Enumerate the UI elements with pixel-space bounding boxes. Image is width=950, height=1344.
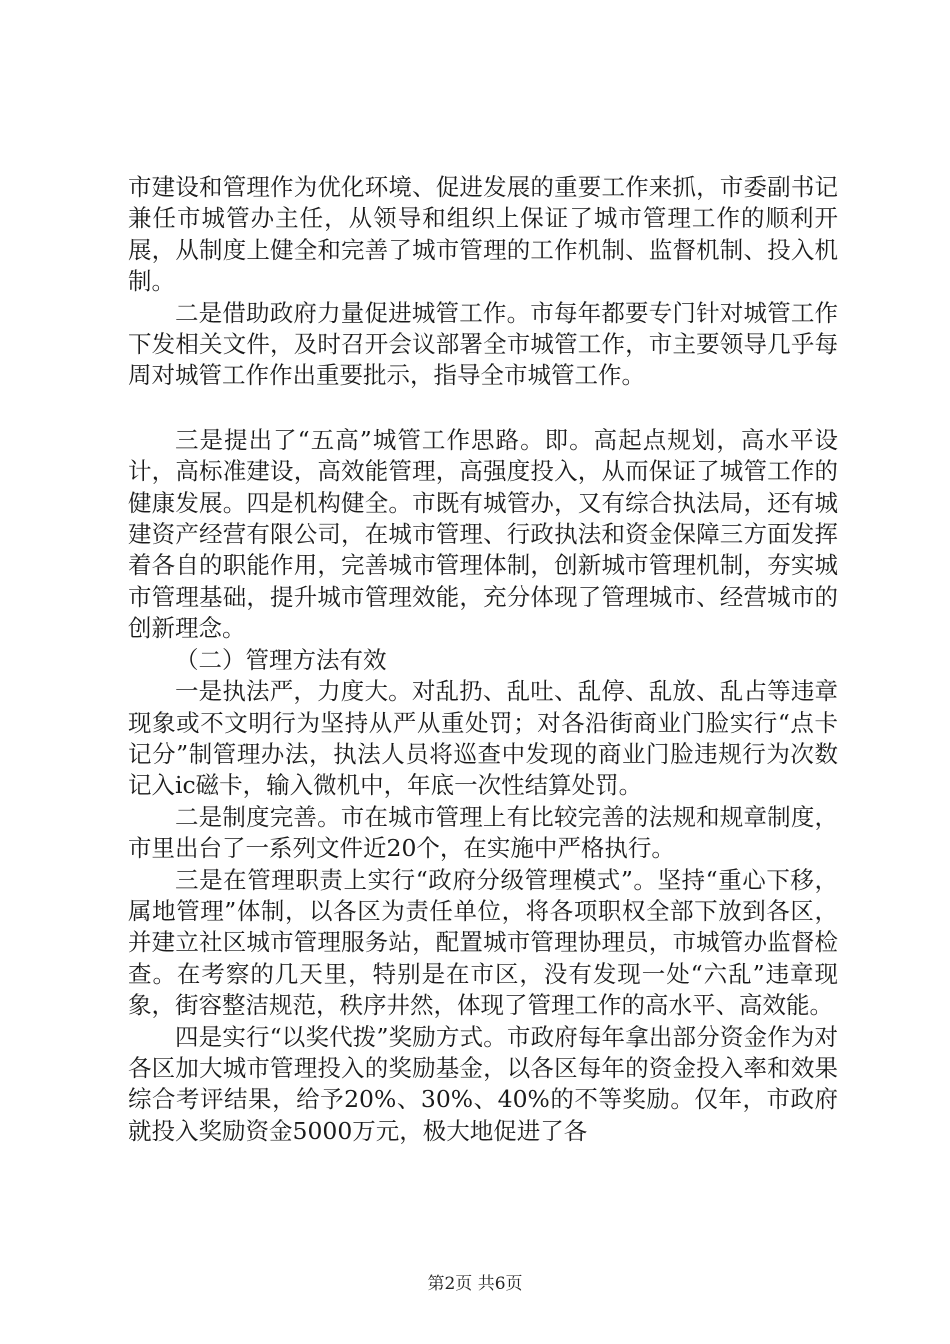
paragraph-continuation: 市建设和管理作为优化环境、促进发展的重要工作来抓，市委副书记兼任市城管办主任，从领导和组织上保证了城市管理工作的顺利开展，从制度上健全和完善了城市管理的工作机制、监督机制、投入机制。 bbox=[128, 173, 838, 296]
page-footer: 第2页 共6页 bbox=[427, 1274, 523, 1294]
paragraph-government-support: 二是借助政府力量促进城管工作。市每年都要专门针对城管工作下发相关文件，及时召开会议部署全市城管工作，市主要领导几乎每周对城管工作作出重要批示，指导全市城管工作。 bbox=[128, 298, 838, 390]
section-heading-methods: （二）管理方法有效 bbox=[175, 645, 387, 674]
paragraph-tiered-management: 三是在管理职责上实行“政府分级管理模式”。坚持“重心下移，属地管理”体制，以各区为责任单位，将各项职权全部下放到各区，并建立社区城市管理服务站，配置城市管理协理员，市城管办监督检查。在考察的几天里，特别是在市区，没有发现一处“六乱”违章现象，街容整洁规范，秩序井然，体现了管理工作的高水平、高效能。 bbox=[128, 865, 838, 1020]
document-body bbox=[128, 172, 838, 1147]
paragraph-system-complete: 二是制度完善。市在城市管理上有比较完善的法规和规章制度，市里出台了一系列文件近20个，在实施中严格执行。 bbox=[128, 802, 838, 863]
paragraph-gap bbox=[128, 392, 838, 425]
paragraph-strict-enforcement: 一是执法严，力度大。对乱扔、乱吐、乱停、乱放、乱占等违章现象或不文明行为坚持从严从重处罚；对各沿街商业门脸实行“点卡记分”制管理办法，执法人员将巡查中发现的商业门脸违规行为次数记入ic磁卡，输入微机中，年底一次性结算处罚。 bbox=[128, 677, 838, 800]
paragraph-reward-scheme: 四是实行“以奖代拨”奖励方式。市政府每年拿出部分资金作为对各区加大城市管理投入的奖励基金，以各区每年的资金投入率和效果综合考评结果，给予20%、30%、40%的不等奖励。仅年，市政府就投入奖励资金5000万元，极大地促进了各 bbox=[128, 1022, 838, 1145]
paragraph-five-highs: 三是提出了“五高”城管工作思路。即。高起点规划，高水平设计，高标准建设，高效能管理，高强度投入，从而保证了城管工作的健康发展。四是机构健全。市既有城管办，又有综合执法局，还有城建资产经营有限公司，在城市管理、行政执法和资金保障三方面发挥着各自的职能作用，完善城市管理体制，创新城市管理机制，夯实城市管理基础，提升城市管理效能，充分体现了管理城市、经营城市的创新理念。 bbox=[128, 425, 838, 643]
